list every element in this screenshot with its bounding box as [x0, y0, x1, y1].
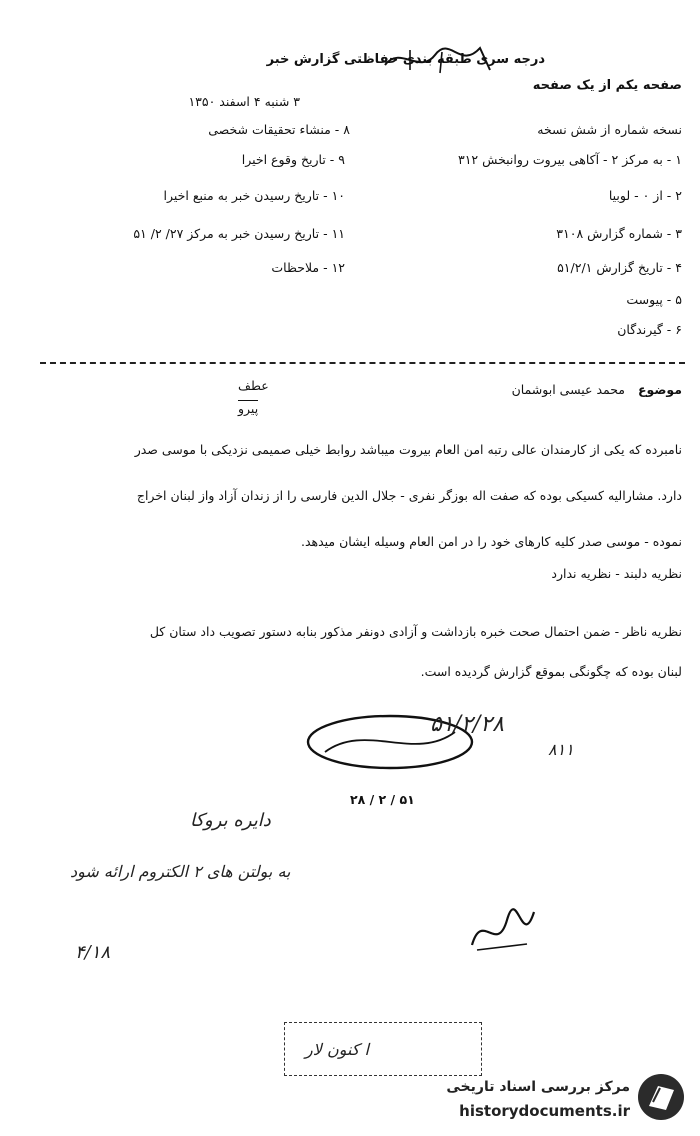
date-line: ۳ شنبه ۴ اسفند ۱۳۵۰ — [188, 94, 300, 109]
signature-code: ۸۱۱ — [548, 740, 574, 759]
page-line: صفحه یکم از یک صفحه — [532, 78, 682, 93]
section-divider — [40, 362, 685, 364]
subject-text: محمد عیسی ابوشمان — [511, 382, 625, 397]
subject-label: موضوع — [637, 382, 682, 397]
body-line-3: نموده - موسی صدر کلیه کارهای خود را در امن العام وسیله ایشان میدهد. — [300, 534, 682, 549]
stamp-box-text: ا کنون لار — [305, 1040, 369, 1059]
handwritten-note-2: به بولتن های ۲ الکتروم ارائه شود — [70, 862, 291, 881]
field-report-number: ۳ - شماره گزارش ۳۱۰۸ — [556, 226, 682, 241]
classification-scribble — [380, 40, 500, 80]
field-remarks: ۱۲ - ملاحظات — [271, 260, 345, 275]
field-center-date: ۱۱ - تاریخ رسیدن خبر به مرکز ۲۷/ ۲/ ۵۱ — [133, 226, 345, 241]
subject-ref-bottom: پیرو — [238, 401, 259, 416]
body-line-2: دارد. مشارالیه کسیکی بوده که صفت اله بوزگر نفری - جلال الدین فارسی را از زندان آزاد واز لبنان اخراج — [136, 488, 682, 503]
scroll-icon — [636, 1072, 686, 1122]
watermark-title: مرکز بررسی اسناد تاریخی — [446, 1079, 630, 1095]
field-attachment: ۵ - پیوست — [626, 292, 682, 307]
watermark-logo — [636, 1072, 686, 1122]
source-line: ۸ - منشاء تحقیقات شخصی — [208, 122, 350, 137]
subject-ref-top: عطف — [238, 378, 269, 393]
field-from: ۲ - از ۰ - لوبیا — [608, 188, 682, 203]
body-line-5: نظریه ناظر - ضمن احتمال صحت خبره بازداشت و آزادی دونفر مذکور بنابه دستور تصویب داد ستان کل — [149, 624, 682, 639]
field-report-date: ۴ - تاریخ گزارش ۵۱/۲/۱ — [557, 260, 682, 275]
body-line-4: نظریه دلبند - نظریه ندارد — [551, 566, 682, 581]
field-recipients: ۶ - گیرندگان — [617, 322, 682, 337]
field-to-center: ۱ - به مرکز ۲ - آکاهی بیروت روانبخش ۳۱۲ — [458, 152, 682, 167]
field-source-date: ۱۰ - تاریخ رسیدن خبر به منبع اخیرا — [163, 188, 345, 203]
field-occurrence-date: ۹ - تاریخ وقوع اخیرا — [241, 152, 345, 167]
handwritten-note-3: ۴/۱۸ — [75, 942, 111, 963]
classification-line: درجه سری طبقه بندی حفاظتی گزارش خبر — [266, 52, 545, 67]
body-line-1: نامبرده که یکی از کارمندان عالی رتبه امن العام بیروت میباشد روابط خیلی صمیمی نزدیکی با موسی صدر — [134, 442, 682, 457]
copy-line: نسخه شماره از شش نسخه — [537, 122, 682, 137]
handwritten-signature — [462, 900, 542, 960]
watermark-url: historydocuments.ir — [459, 1102, 630, 1120]
handwritten-number: ۵۱/۲/۲۸ — [430, 712, 504, 737]
handwritten-note-1: دایره بروکا — [190, 810, 271, 831]
body-line-6: لبنان بوده که چگونگی بموقع گزارش گردیده است. — [420, 664, 682, 679]
stamp-date: ۵۱ / ۲ / ۲۸ — [350, 792, 415, 807]
